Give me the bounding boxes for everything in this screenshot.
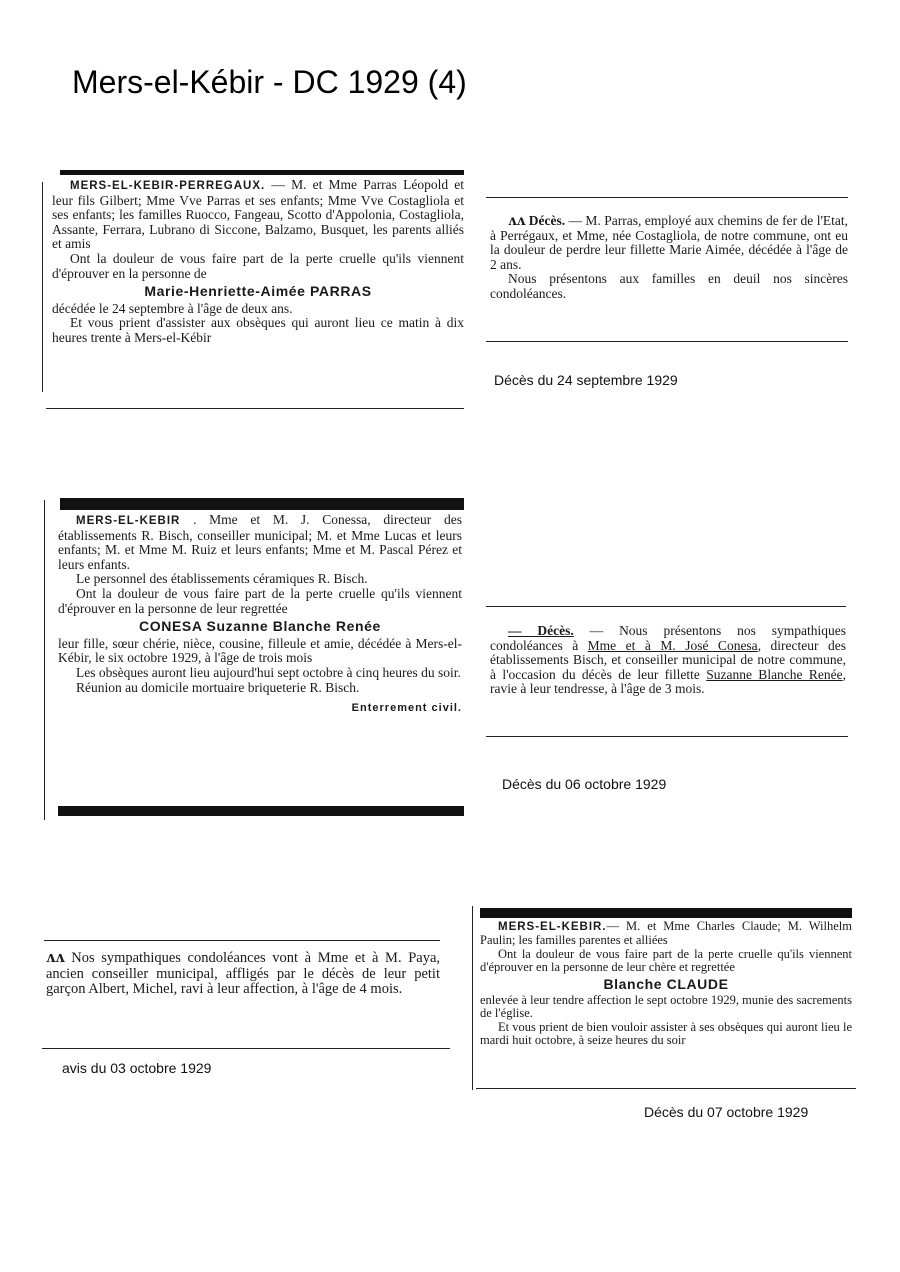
clipping-left-border [472, 906, 473, 1090]
notice-paragraph: Ont la douleur de vous faire part de la perte cruelle qu'ils viennent d'éprouver en la personne de [52, 250, 464, 281]
condolence-notice-paya [46, 950, 440, 1030]
caption-date: avis du 03 octobre 1929 [62, 1060, 212, 1076]
notice-body: — M. et Mme Charles Claude; M. Wilhelm Paulin; les familles parentes et alliées [480, 920, 852, 948]
notice-paragraph: Le personnel des établissements céramiques R. Bisch. [76, 571, 368, 587]
notice-paragraph: Nous présentons aux familles en deuil nos sincères condoléances. [490, 271, 848, 301]
notice-body: , ravie à leur tendresse, à l'âge de 3 mois. [490, 666, 846, 697]
clipping-top-border [60, 498, 464, 510]
clipping-bottom-border [46, 408, 464, 409]
ornament-mark: ᴧᴧ [508, 214, 526, 229]
death-notice-conesa-short [490, 624, 846, 724]
notice-paragraph: décédée le 24 septembre à l'âge de deux ans. [52, 300, 293, 316]
notice-paragraph: Les obsèques auront lieu aujourd'hui sept octobre à cinq heures du soir. [76, 664, 461, 680]
death-notice-claude [480, 920, 852, 1080]
notice-paragraph: leur fille, sœur chérie, nièce, cousine, filleule et amie, décédée à Mers-el-Kébir, le six octobre 1929, à l'âge de trois mois [58, 635, 462, 666]
notice-body: — Nous présentons nos sympathiques condoléances à [490, 624, 846, 653]
caption-date: Décès du 07 octobre 1929 [644, 1104, 809, 1120]
clipping-top-border [60, 170, 464, 175]
ornament-mark: ᴧᴧ [46, 950, 65, 966]
clipping-top-border [44, 940, 440, 941]
deceased-name: Blanche CLAUDE [603, 975, 729, 992]
notice-heading: Décès. [528, 214, 566, 228]
clipping-bottom-border [486, 341, 848, 342]
notice-paragraph: Ont la douleur de vous faire part de la perte cruelle qu'ils viennent d'éprouver en la personne de leur chère et regrettée [480, 946, 852, 975]
notice-heading: — Décès. [508, 624, 574, 638]
clipping-bottom-border [42, 1048, 450, 1049]
notice-body: — M. Parras, employé aux chemins de fer de l'Etat, à Perrégaux, et Mme, née Costagliola, de notre commune, ont eu la douleur de perdre leur fillette Marie Aimée, décédée à l'âge de 2 ans. [490, 214, 848, 272]
notice-body: — M. et Mme Parras Léopold et leur fils Gilbert; Mme Vve Parras et ses enfants; Mme Vve Costagliola et ses enfants; les familles Ruocco, Fangeau, Scotto d'Appolonia, Costagliola, Assante, Ferrara, Lubrano di Siccone, Balzamo, Busquet, les parents alliés et amis [52, 178, 464, 252]
notice-body: . Mme et M. J. Conessa, directeur des établissements R. Bisch, conseiller municipal; M. et Mme Lucas et leurs enfants; M. et Mme M. Ruiz et leurs enfants; Mme et M. Pascal Pérez et leurs enfants. [58, 513, 462, 572]
notice-paragraph: Réunion au domicile mortuaire briqueterie R. Bisch. [76, 679, 360, 695]
notice-dateline: MERS-EL-KEBIR. [498, 921, 607, 933]
notice-paragraph: Et vous prient d'assister aux obsèques qui auront lieu ce matin à dix heures trente à Mers-el-Kébir [52, 315, 464, 345]
deceased-name: Suzanne Blanche Renée [706, 666, 843, 682]
clipping-bottom-border [476, 1088, 856, 1089]
page-title: Mers-el-Kébir - DC 1929 (4) [72, 64, 467, 100]
deceased-name: CONESA Suzanne Blanche Renée [139, 618, 381, 635]
caption-date: Décès du 24 septembre 1929 [494, 372, 678, 388]
clipping-top-border [486, 606, 846, 607]
deceased-name: Marie-Henriette-Aimée PARRAS [144, 283, 372, 300]
clipping-top-border [486, 197, 848, 198]
death-notice-parras [52, 178, 464, 393]
notice-paragraph: Ont la douleur de vous faire part de la perte cruelle qu'ils viennent d'éprouver en la personne de leur regrettée [58, 585, 462, 616]
clipping-bottom-border [486, 736, 848, 737]
notice-dateline: MERS-EL-KEBIR-PERREGAUX. [70, 180, 266, 192]
clipping-left-border [42, 182, 43, 392]
clipping-top-border [480, 908, 852, 918]
caption-date: Décès du 06 octobre 1929 [502, 776, 667, 792]
notice-dateline: MERS-EL-KEBIR [76, 515, 181, 527]
notice-body: , directeur des établissements Bisch, et conseiller municipal de notre commune, à l'occasion du décès de leur fillette [490, 637, 846, 682]
death-notice-conesa [58, 513, 462, 803]
notice-paragraph: enlevée à leur tendre affection le sept octobre 1929, munie des sacrements de l'église. [480, 993, 852, 1021]
parents-name: Mme et à M. José Conesa [587, 637, 758, 653]
notice-body: Nos sympathiques condoléances vont à Mme et à M. Paya, ancien conseiller municipal, affligés par le décès de leur petit garçon Albert, Michel, ravi à leur affection, à l'âge de 4 mois. [46, 950, 440, 997]
notice-footer: Enterrement civil. [351, 702, 462, 715]
clipping-bottom-border [58, 806, 464, 816]
notice-paragraph: Et vous prient de bien vouloir assister à ses obsèques qui auront lieu le mardi huit octobre, à seize heures du soir [480, 1019, 852, 1048]
clipping-left-border [44, 500, 45, 820]
death-notice-parras-short [490, 214, 848, 324]
